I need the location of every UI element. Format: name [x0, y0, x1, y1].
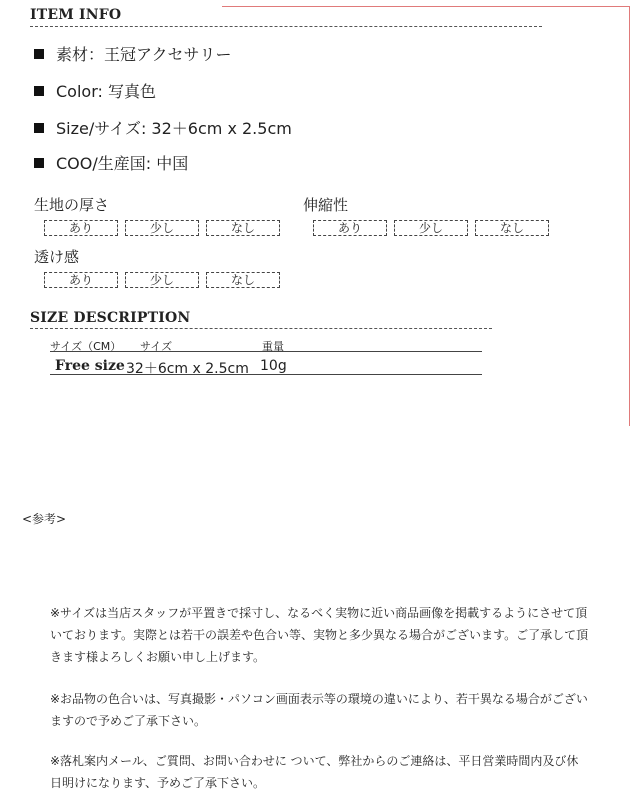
stretch-option-no: なし	[475, 220, 549, 236]
size-description-divider	[30, 328, 492, 329]
spec-color	[34, 79, 156, 102]
spec-color-text: Color: 写真色	[56, 82, 156, 101]
header-size: サイズ	[140, 340, 173, 353]
decorative-red-line-top	[222, 6, 630, 7]
stretch-option-slight: 少し	[394, 220, 468, 236]
transparency-label: 透け感	[34, 248, 80, 266]
stretch-option-yes: あり	[313, 220, 387, 236]
size-row-label	[55, 358, 125, 374]
reference-label: <参考>	[22, 512, 67, 526]
spec-origin-text: COO/生産国: 中国	[56, 154, 189, 173]
decorative-red-line-right	[629, 6, 630, 426]
size-row-dimensions: 32＋6cm x 2.5cm	[126, 361, 249, 377]
item-info-divider	[30, 26, 542, 27]
row-underline	[50, 374, 482, 375]
header-weight: 重量	[262, 340, 284, 353]
thickness-label: 生地の厚さ	[34, 196, 110, 214]
transparency-option-no: なし	[206, 272, 280, 288]
note-color: ※お品物の色合いは、写真撮影・パソコン画面表示等の環境の違いにより、若干異なる場合がございますので予めご了承下さい。	[50, 692, 588, 728]
bullet-icon	[34, 86, 44, 96]
header-size-cm: サイズ（CM）	[50, 340, 122, 353]
spec-material	[34, 42, 232, 65]
spec-origin	[34, 151, 188, 174]
bullet-icon	[34, 123, 44, 133]
stretch-label: 伸縮性	[303, 196, 349, 214]
size-row-weight: 10g	[260, 358, 287, 374]
thickness-option-slight: 少し	[125, 220, 199, 236]
spec-size	[34, 116, 292, 139]
size-description-title: SIZE DESCRIPTION	[30, 310, 191, 326]
bullet-icon	[34, 158, 44, 168]
note-size: ※サイズは当店スタッフが平置きで採寸し、なるべく実物に近い商品画像を掲載するようにさせて頂いております。実際とは若干の誤差や色合い等、実物と多少異なる場合がございます。ご了承して頂きます様よろしくお願い申し上げます。	[50, 606, 589, 664]
thickness-option-no: なし	[206, 220, 280, 236]
bullet-icon	[34, 49, 44, 59]
transparency-option-slight: 少し	[125, 272, 199, 288]
header-underline	[50, 351, 482, 352]
thickness-option-yes: あり	[44, 220, 118, 236]
note-contact: ※落札案内メール、ご質問、お問い合わせに ついて、弊社からのご連絡は、平日営業時間内及び休日明けになります、予めご了承下さい。	[50, 754, 579, 790]
spec-material-text: 素材：王冠アクセサリー	[56, 45, 232, 64]
transparency-option-yes: あり	[44, 272, 118, 288]
free-size-label: Free size	[55, 358, 125, 374]
spec-size-text: Size/サイズ: 32＋6cm x 2.5cm	[56, 119, 292, 138]
item-info-title: ITEM INFO	[30, 7, 122, 23]
